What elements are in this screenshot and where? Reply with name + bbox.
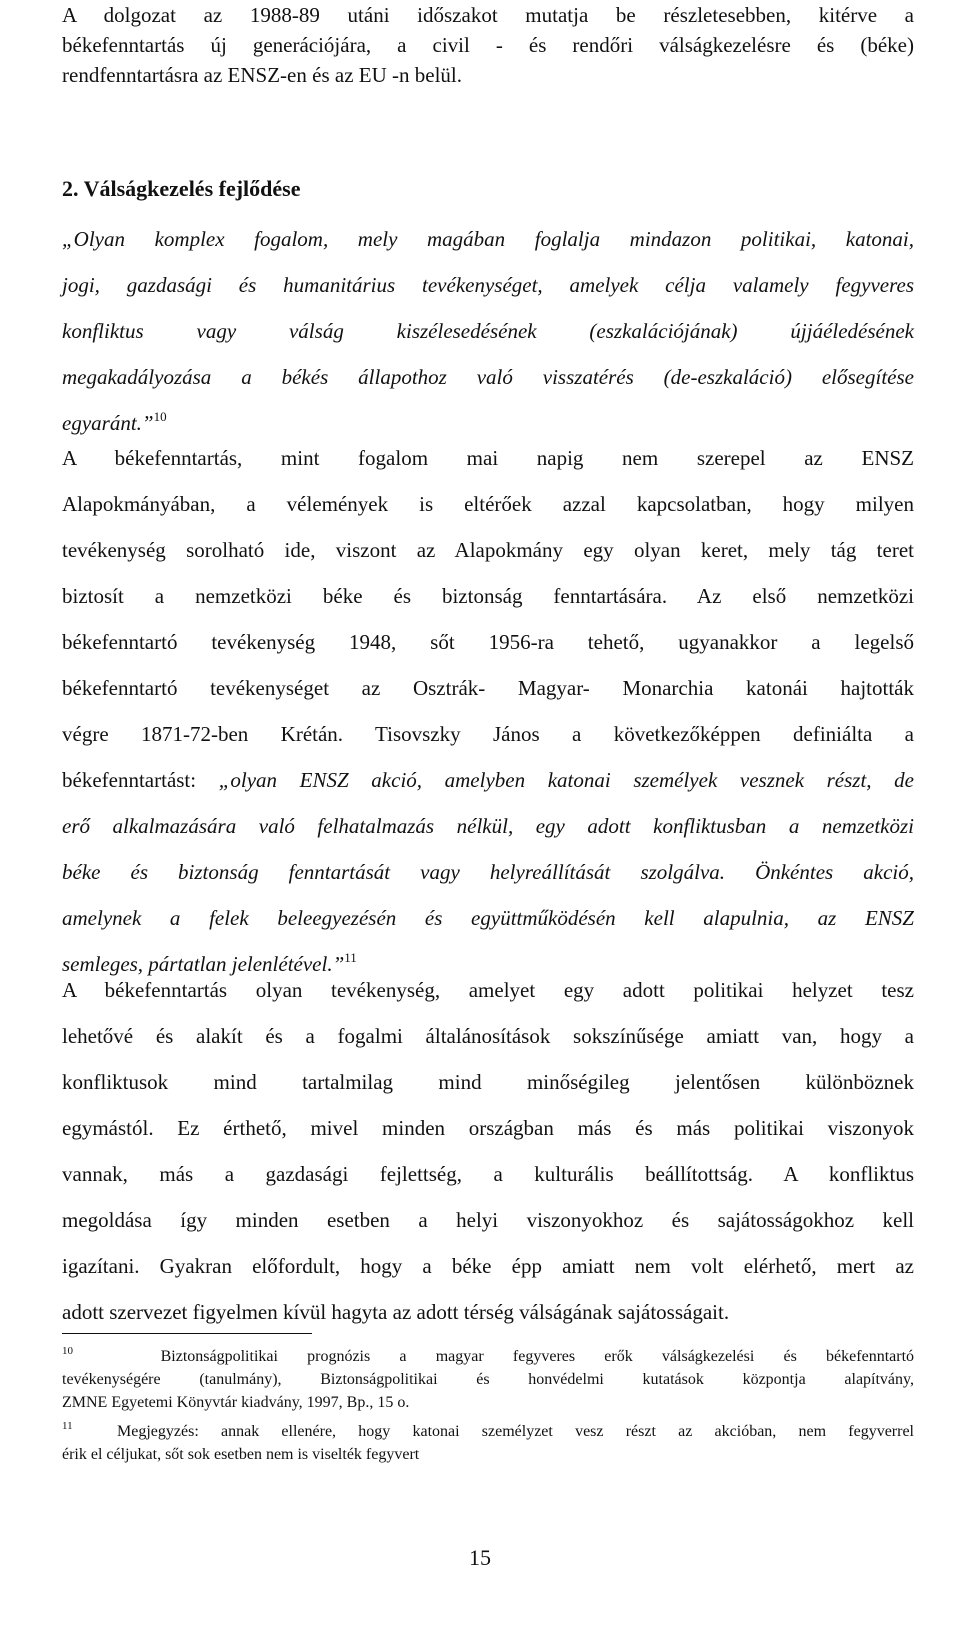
text-line: igazítani. Gyakran előfordult, hogy a béke épp amiatt nem volt elérhető, mert az bbox=[62, 1254, 914, 1278]
text-line: érik el céljukat, sőt sok esetben nem is viselték fegyvert bbox=[62, 1446, 420, 1463]
text-line: A békefenntartás, mint fogalom mai napig nem szerepel az ENSZ bbox=[62, 446, 914, 470]
text-line: végre 1871-72-ben Krétán. Tisovszky János a következőképpen definiálta a bbox=[62, 722, 914, 746]
text-line: rendfenntartásra az ENSZ-en és az EU -n belül. bbox=[62, 63, 462, 87]
definition-quote bbox=[62, 224, 914, 438]
text-line: vannak, más a gazdasági fejlettség, a kulturális beállítottság. A konfliktus bbox=[62, 1162, 914, 1186]
footnote-separator bbox=[62, 1333, 312, 1334]
footnote-text: Megjegyzés: annak ellenére, hogy katonai személyzet vesz részt az akcióban, nem fegyverrel bbox=[117, 1423, 915, 1440]
text-line: „Olyan komplex fogalom, mely magában foglalja mindazon politikai, katonai, bbox=[62, 227, 914, 251]
text-line bbox=[62, 1420, 914, 1443]
text-line: A dolgozat az 1988-89 utáni időszakot mutatja be részletesebben, kitérve a bbox=[62, 3, 914, 27]
footnote-ref-11: 11 bbox=[344, 950, 357, 965]
footnote-number: 10 bbox=[62, 1345, 73, 1357]
text-line bbox=[62, 765, 914, 795]
paragraph-activity bbox=[62, 975, 914, 1327]
footnote-number: 11 bbox=[62, 1420, 73, 1432]
paragraph-peacekeeping bbox=[62, 443, 914, 979]
quote-fragment: „olyan ENSZ akció, amelyben katonai személyek vesznek részt, de bbox=[218, 768, 914, 792]
text-line bbox=[62, 408, 914, 438]
quote-end: egyaránt.” bbox=[62, 411, 154, 435]
text-line: erő alkalmazására való felhatalmazás nélkül, egy adott konfliktusban a nemzetközi bbox=[62, 814, 914, 838]
text-line: békefenntartó tevékenység 1948, sőt 1956-ra tehető, ugyanakkor a legelső bbox=[62, 630, 914, 654]
text-line: megoldása így minden esetben a helyi viszonyokhoz és sajátosságokhoz kell bbox=[62, 1208, 914, 1232]
footnote-ref-10: 10 bbox=[153, 409, 167, 424]
text-line: lehetővé és alakít és a fogalmi általánosítások sokszínűsége amiatt van, hogy a bbox=[62, 1024, 914, 1048]
quote-end: semleges, pártatlan jelenlétével.” bbox=[62, 952, 345, 976]
text-line: tevékenység sorolható ide, viszont az Alapokmány egy olyan keret, mely tág teret bbox=[62, 538, 914, 562]
text-line: tevékenységére (tanulmány), Biztonságpolitikai és honvédelmi kutatások központja alapítvány, bbox=[62, 1371, 914, 1388]
section-heading: 2. Válságkezelés fejlődése bbox=[62, 176, 301, 201]
text-line: adott szervezet figyelmen kívül hagyta az adott térség válságának sajátosságait. bbox=[62, 1300, 730, 1324]
text-line: amelynek a felek beleegyezésén és együttműködésén kell alapulnia, az ENSZ bbox=[62, 906, 914, 930]
text-line: konfliktusok mind tartalmilag mind minőségileg jelentősen különböznek bbox=[62, 1070, 914, 1094]
text-line: megakadályozása a békés állapothoz való visszatérés (de-eszkaláció) elősegítése bbox=[62, 365, 914, 389]
text-line: Alapokmányában, a vélemények is eltérőek azzal kapcsolatban, hogy milyen bbox=[62, 492, 914, 516]
text-line: A békefenntartás olyan tevékenység, amelyet egy adott politikai helyzet tesz bbox=[62, 978, 914, 1002]
text-line: konfliktus vagy válság kiszélesedésének (eszkalációjának) újjáéledésének bbox=[62, 319, 914, 343]
text-line: ZMNE Egyetemi Könyvtár kiadvány, 1997, Bp., 15 o. bbox=[62, 1394, 410, 1411]
footnote-text: Biztonságpolitikai prognózis a magyar fegyveres erők válságkezelési és békefenntartó bbox=[160, 1348, 915, 1365]
line-prefix: békefenntartást: bbox=[62, 768, 219, 792]
text-line: békefenntartó tevékenységet az Osztrák- Magyar- Monarchia katonái hajtották bbox=[62, 676, 914, 700]
footnote-11 bbox=[62, 1420, 914, 1466]
text-line: jogi, gazdasági és humanitárius tevékenységet, amelyek célja valamely fegyveres bbox=[62, 273, 914, 297]
text-line: biztosít a nemzetközi béke és biztonság fenntartására. Az első nemzetközi bbox=[62, 584, 914, 608]
text-line: béke és biztonság fenntartását vagy helyreállítását szolgálva. Önkéntes akció, bbox=[62, 860, 914, 884]
text-line: egymástól. Ez érthető, mivel minden országban más és más politikai viszonyok bbox=[62, 1116, 914, 1140]
text-line bbox=[62, 1345, 914, 1368]
page-number: 15 bbox=[469, 1545, 491, 1570]
intro-paragraph bbox=[62, 0, 914, 90]
text-line: békefenntartás új generációjára, a civil - és rendőri válságkezelésre és (béke) bbox=[62, 33, 914, 57]
footnote-10 bbox=[62, 1345, 914, 1414]
